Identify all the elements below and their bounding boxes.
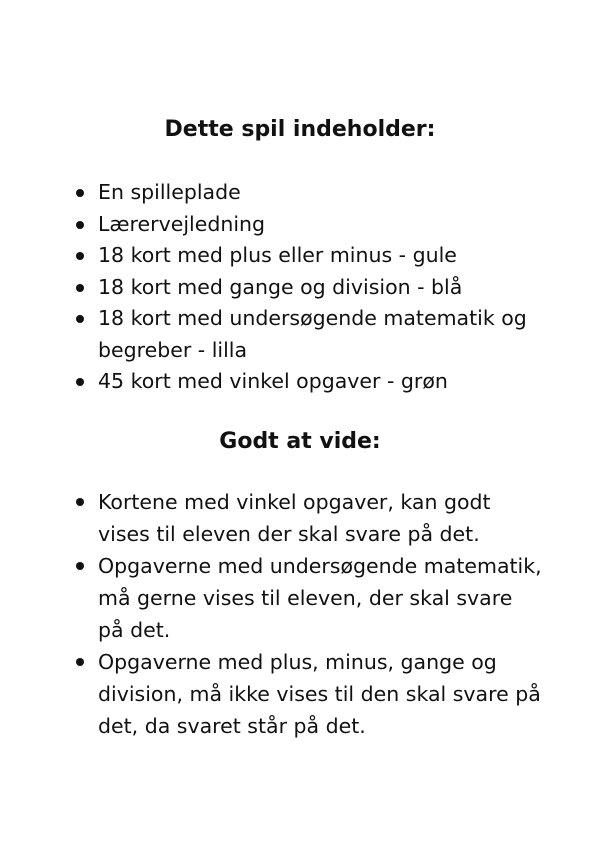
bullet-icon [76, 284, 84, 292]
list-item-text: 18 kort med undersøgende matematik og begreber - lilla [98, 306, 527, 362]
list-item-text: Kortene med vinkel opgaver, kan godt vises til eleven der skal svare på det. [98, 490, 491, 546]
bullet-icon [76, 562, 84, 570]
list-item [74, 550, 544, 646]
good-to-know-list [74, 486, 544, 742]
list-item [74, 272, 544, 304]
bullet-icon [76, 498, 84, 506]
list-item [74, 209, 544, 241]
list-item-text: 18 kort med gange og division - blå [98, 274, 463, 299]
good-to-know-heading: Godt at vide: [219, 429, 381, 454]
list-item-text: Opgaverne med undersøgende matematik, må gerne vises til eleven, der skal svare på det. [98, 554, 542, 642]
list-item [74, 646, 544, 742]
bullet-icon [76, 189, 84, 197]
list-item [74, 240, 544, 272]
bullet-icon [76, 315, 84, 323]
list-item-text: En spilleplade [98, 180, 241, 204]
list-item-text: Opgaverne med plus, minus, gange og division, må ikke vises til den skal svare på det, da svaret står på det. [98, 650, 541, 738]
bullet-icon [76, 221, 84, 229]
bullet-icon [76, 378, 84, 386]
list-item-text: 18 kort med plus eller minus - gule [98, 243, 457, 267]
list-item [74, 303, 544, 366]
list-item [74, 486, 544, 550]
contents-heading: Dette spil indeholder: [164, 117, 436, 142]
contents-list [74, 177, 544, 398]
list-item [74, 177, 544, 209]
bullet-icon [76, 658, 84, 666]
list-item-text: Lærervejledning [98, 211, 266, 236]
list-item [74, 366, 544, 398]
list-item-text: 45 kort med vinkel opgaver - grøn [98, 369, 448, 393]
bullet-icon [76, 252, 84, 260]
